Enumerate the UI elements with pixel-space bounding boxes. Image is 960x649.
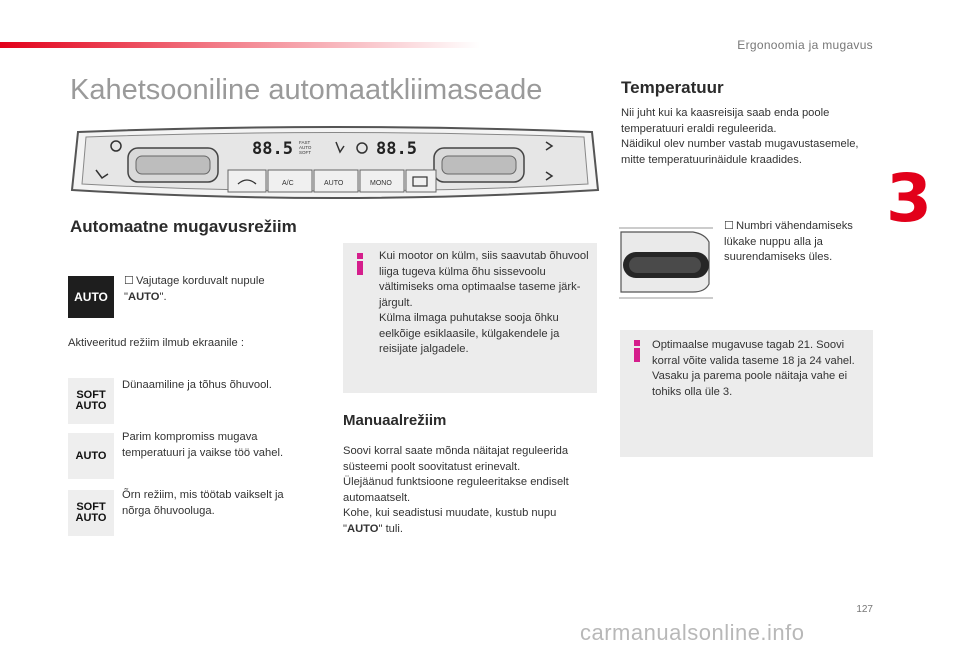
- manual-p3-prefix: Kohe, kui seadistusi muudate, kustub nupu ": [343, 507, 557, 535]
- bullet-icon: ☐: [124, 275, 135, 287]
- watermark: carmanualsonline.info: [580, 620, 805, 645]
- button-auto-label: AUTO: [324, 180, 344, 187]
- info-paragraph: Kui mootor on külm, siis saavutab õhuvool liiga tugeva külma õhu sissevoolu vältimiseks oma optimaalse taseme järk-järgult.: [379, 250, 589, 309]
- panel-label-soft: SOFT: [299, 150, 311, 155]
- manual-mode-text: [343, 444, 593, 537]
- mode-tile-line1: SOFT: [76, 501, 106, 513]
- info-box-optimal-temperature: [620, 330, 873, 457]
- manual-p3-suffix: " tuli.: [378, 522, 403, 535]
- auto-mode-tile: [68, 433, 114, 479]
- button-defrost-rear: [406, 170, 436, 192]
- panel-label-fast: FAST: [299, 140, 311, 145]
- mode-tile-line1: AUTO: [75, 449, 107, 462]
- panel-label-auto: AUTO: [299, 145, 312, 150]
- mode-description: Õrn režiim, mis töötab vaikselt ja nõrga õhuvooluga.: [122, 489, 284, 517]
- manual-paragraph-auto: [343, 506, 593, 537]
- temperature-paragraph: Näidikul olev number vastab mugavustasemele, mitte temperatuurinäidule kraadides.: [621, 138, 859, 166]
- temperature-heading: Temperatuur: [621, 78, 724, 97]
- climate-panel-illustration: [70, 124, 600, 204]
- manual-paragraph: Soovi korral saate mõnda näitajat reguleerida süsteemi poolt soovitatust erinevalt.: [343, 445, 569, 473]
- left-temp-display: 88.5: [252, 139, 293, 159]
- header-accent-bar: [0, 42, 480, 48]
- auto-button-tile: [68, 276, 114, 318]
- info-optimal-text: Optimaalse mugavuse tagab 21. Soovi korral võite valida taseme 18 ja 24 vahel. Vasaku ja parema poole näitaja vahe ei tohiks olla üle 3.: [652, 339, 855, 398]
- button-defrost-front: [228, 170, 266, 192]
- mode-description: Parim kompromiss mugava temperatuuri ja vaikse töö vahel.: [122, 431, 284, 459]
- button-ac-label: A/C: [282, 180, 294, 187]
- mode-tile-line2: AUTO: [75, 400, 107, 412]
- activated-mode-text: Aktiveeritud režiim ilmub ekraanile :: [68, 337, 244, 349]
- soft-auto-tile: [68, 378, 114, 424]
- info-icon: [632, 340, 641, 362]
- manual-p3-bold: AUTO: [346, 522, 379, 535]
- chapter-number: 3: [886, 160, 932, 237]
- bullet-icon: ☐: [724, 220, 735, 232]
- button-mono-label: MONO: [370, 180, 392, 187]
- right-temp-display: 88.5: [376, 139, 417, 159]
- info-icon: [355, 253, 364, 275]
- auto-instruction: [124, 274, 274, 305]
- mode-tile-line2: AUTO: [75, 512, 107, 524]
- temperature-text: [621, 106, 869, 168]
- auto-instruction-suffix: ".: [159, 290, 167, 303]
- soft-auto-tile: [68, 490, 114, 536]
- auto-instruction-prefix: Vajutage korduvalt nupule ": [124, 275, 265, 303]
- mode-tile-line1: SOFT: [76, 389, 106, 401]
- page-number: 127: [856, 604, 873, 615]
- mode-description: Dünaamiline ja tõhus õhuvool.: [122, 379, 272, 391]
- info-paragraph: Külma ilmaga puhutakse sooja õhku eelkõige esiklaasile, külgakendele ja reisijate jalgadele.: [379, 312, 560, 355]
- info-box-cold-engine: [343, 243, 597, 393]
- manual-mode-heading: Manuaalrežiim: [343, 412, 447, 429]
- auto-mode-heading: Automaatne mugavusrežiim: [70, 217, 297, 236]
- temperature-wheel-illustration: [619, 222, 713, 302]
- auto-instruction-bold: AUTO: [127, 290, 160, 303]
- temperature-bullet: [724, 219, 874, 266]
- manual-paragraph: Ülejäänud funktsioone reguleeritakse endiselt automaatselt.: [343, 476, 569, 504]
- temperature-paragraph: Nii juht kui ka kaasreisija saab enda poole temperatuuri eraldi reguleerida.: [621, 107, 830, 135]
- temperature-bullet-text: Numbri vähendamiseks lükake nuppu alla ja suurendamiseks üles.: [724, 220, 853, 263]
- auto-tile-label: AUTO: [74, 290, 108, 304]
- section-title: Ergonoomia ja mugavus: [737, 38, 873, 52]
- page-title: Kahetsooniline automaatkliimaseade: [70, 74, 543, 106]
